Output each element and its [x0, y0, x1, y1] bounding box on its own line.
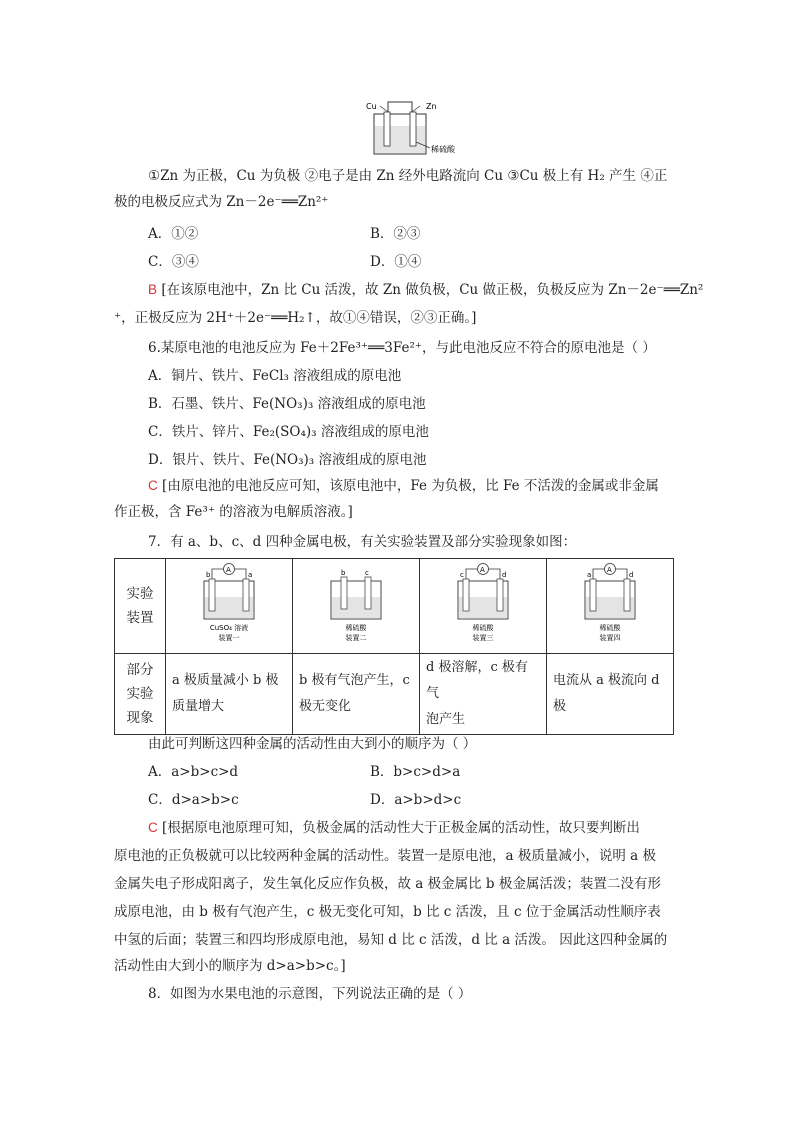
q6-explanation-line1	[148, 476, 659, 496]
device-2-figure	[293, 559, 419, 649]
q7-explanation-text: [根据原电池原理可知，负极金属的活动性大于正极金属的活动性，故只要判断出	[162, 820, 640, 836]
observation-4-line2: 极	[553, 699, 567, 714]
q5-explanation-line1	[148, 280, 703, 300]
row-header-observation	[115, 654, 166, 735]
device-4-figure	[547, 559, 673, 649]
device-cell-1	[166, 559, 293, 654]
q7-explanation-line1	[148, 818, 640, 838]
observation-4-line1: 电流从 a 极流向 d	[553, 673, 660, 688]
label-zn: Zn	[426, 102, 437, 111]
row-header-device	[115, 559, 166, 654]
q5-option-d: D．①④	[370, 254, 422, 270]
q6-stem: 6.某原电池的电池反应为 Fe＋2Fe³⁺══3Fe²⁺，与此电池反应不符合的原电池是（ ）	[148, 340, 656, 356]
device-cell-3	[420, 559, 547, 654]
q5-option-a: A．①②	[148, 226, 199, 242]
device-2-right-label: c	[365, 569, 369, 577]
device-1-meter: A	[226, 566, 231, 574]
q6-option-b: B．石墨、铁片、Fe(NO₃)₃ 溶液组成的原电池	[148, 396, 426, 412]
q7-question: 由此可判断这四种金属的活动性由大到小的顺序为（ ）	[148, 736, 477, 752]
device-3-figure	[420, 559, 546, 649]
q5-option-c: C．③④	[148, 254, 199, 270]
q6-answer: C	[148, 478, 158, 493]
q7-option-d: D．a>b>d>c	[370, 792, 462, 808]
device-3-solution: 稀硫酸	[472, 624, 494, 632]
device-4-meter: A	[607, 566, 612, 574]
device-3-name: 装置三	[472, 634, 494, 642]
observation-3-line1: d 极溶解，c 极有气	[426, 660, 528, 701]
device-4-solution: 稀硫酸	[599, 624, 621, 632]
q7-explanation-line3: 金属失电子形成阳离子，发生氧化反应作负极，故 a 极金属比 b 极金属活泼；装置二没有形	[114, 876, 661, 892]
q7-option-b: B．b>c>d>a	[370, 764, 461, 780]
q6-explanation-text: [由原电池的电池反应可知，该原电池中，Fe 为负极，比 Fe 不活泼的金属或非金属	[162, 478, 659, 494]
row-header-device-line2: 装置	[126, 610, 154, 626]
q7-answer: C	[148, 820, 158, 835]
q7-explanation-line5: 中氢的后面；装置三和四均形成原电池，易知 d 比 c 活泼，d 比 a 活泼。 因此这四种金属的	[114, 932, 668, 948]
observation-3	[420, 654, 547, 735]
device-cell-2	[293, 559, 420, 654]
device-4-right-label: d	[629, 571, 634, 579]
observation-1-line1: a 极质量减小 b 极	[172, 673, 279, 688]
q5-explanation-line2: ⁺，正极反应为 2H⁺＋2e⁻══H₂↑，故①④错误，②③正确。]	[114, 310, 477, 326]
q7-option-a: A．a>b>c>d	[148, 764, 239, 780]
q6-option-a: A．铜片、铁片、FeCl₃ 溶液组成的原电池	[148, 368, 402, 384]
observation-2	[293, 654, 420, 735]
observation-2-line2: 极无变化	[299, 699, 352, 714]
observation-2-line1: b 极有气泡产生，c	[299, 673, 410, 688]
device-2-left-label: b	[341, 569, 346, 577]
q7-option-c: C．d>a>b>c	[148, 792, 239, 808]
row-header-obs-line1: 部分	[126, 662, 154, 678]
q6-option-c: C．铁片、锌片、Fe₂(SO₄)₃ 溶液组成的原电池	[148, 424, 429, 440]
device-1-name: 装置一	[218, 634, 240, 642]
device-2-name: 装置二	[345, 634, 367, 642]
q5-answer: B	[148, 282, 158, 297]
q5-statements-line1: ①Zn 为正极，Cu 为负极 ②电子是由 Zn 经外电路流向 Cu ③Cu 极上有 H₂ 产生 ④正	[148, 168, 668, 184]
device-1-solution: CuSO₄ 溶液	[209, 624, 249, 632]
device-2-solution: 稀硫酸	[345, 624, 367, 632]
q7-stem: 7．有 a、b、c、d 四种金属电极，有关实验装置及部分实验现象如图：	[148, 534, 577, 550]
device-4-name: 装置四	[599, 634, 621, 642]
device-3-right-label: d	[502, 571, 507, 579]
device-3-left-label: c	[460, 571, 464, 579]
device-1-figure	[166, 559, 292, 649]
observation-3-line2: 泡产生	[426, 712, 466, 727]
device-3-meter: A	[480, 566, 485, 574]
q7-explanation-line6: 活动性由大到小的顺序为 d>a>b>c。]	[114, 958, 346, 974]
experiment-table	[114, 558, 674, 735]
q5-option-b: B．②③	[370, 226, 421, 242]
row-header-obs-line2: 实验	[126, 686, 154, 702]
label-cu: Cu	[366, 102, 377, 111]
row-header-device-line1: 实验	[126, 586, 154, 602]
q5-explanation-text: [在该原电池中，Zn 比 Cu 活泼，故 Zn 做负极，Cu 做正极，负极反应为 Zn－2e⁻══Zn²	[161, 282, 704, 298]
q6-explanation-line2: 作正极，含 Fe³⁺ 的溶液为电解质溶液。]	[114, 504, 353, 520]
q6-option-d: D．银片、铁片、Fe(NO₃)₃ 溶液组成的原电池	[148, 452, 427, 468]
row-header-obs-line3: 现象	[126, 710, 154, 726]
q7-explanation-line2: 原电池的正负极就可以比较两种金属的活动性。装置一是原电池，a 极质量减小，说明 a 极	[114, 848, 656, 864]
device-cell-4	[547, 559, 674, 654]
cu-zn-cell-figure	[360, 98, 470, 160]
device-1-right-label: a	[248, 571, 253, 579]
observation-4	[547, 654, 674, 735]
device-4-left-label: a	[587, 571, 592, 579]
device-1-left-label: b	[206, 571, 211, 579]
q8-stem: 8．如图为水果电池的示意图，下列说法正确的是（ ）	[148, 986, 472, 1002]
observation-1-line2: 质量增大	[172, 699, 225, 714]
q7-explanation-line4: 成原电池，由 b 极有气泡产生，c 极无变化可知，b 比 c 活泼，且 c 位于金属活动性顺序表	[114, 904, 661, 920]
label-acid: 稀硫酸	[431, 145, 455, 154]
q5-statements-line2: 极的电极反应式为 Zn－2e⁻══Zn²⁺	[114, 194, 329, 210]
observation-1	[166, 654, 293, 735]
